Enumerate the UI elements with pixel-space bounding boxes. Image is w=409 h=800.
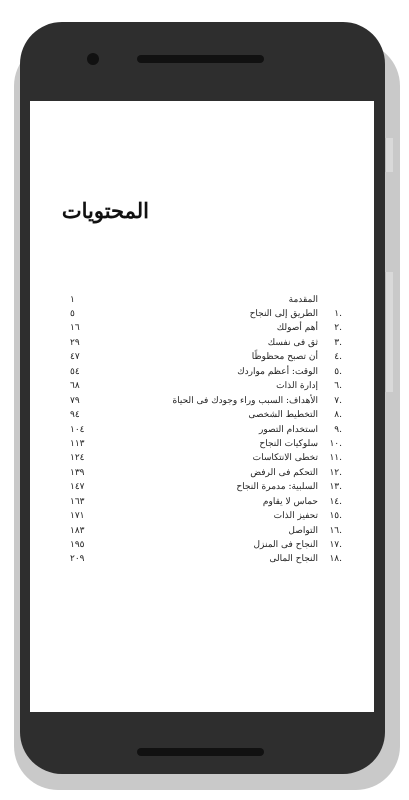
toc-entry-number: .٨ (334, 410, 342, 421)
toc-entry-label: سلوكيات النجاح (259, 438, 318, 449)
toc-entry[interactable] (30, 480, 374, 494)
toc-entry-number: .١٧ (329, 540, 342, 550)
toc-entry[interactable] (30, 538, 374, 552)
toc-entry-label: التحكم فى الرفض (250, 467, 318, 478)
toc-entry-label: إدارة الذات (276, 381, 318, 392)
toc-entry-page: ١١٣ (70, 438, 85, 449)
toc-entry-page: ١٦ (70, 323, 80, 334)
toc-entry-page: ١٩٥ (70, 540, 85, 550)
toc-entry-page: ١٢٤ (70, 453, 85, 464)
page-title: المحتويات (61, 198, 149, 223)
toc-entry-number: .٥ (334, 366, 342, 377)
toc-entry-page: ٩٤ (70, 410, 80, 421)
toc-entry-label: تخطى الانتكاسات (252, 453, 318, 464)
front-camera (87, 53, 99, 65)
toc-entry-number: .١١ (329, 453, 342, 464)
toc-entry-page: ٥ (70, 309, 75, 319)
toc-entry-number: .٧ (334, 395, 342, 406)
toc-entry-page: ٧٩ (70, 395, 80, 406)
toc-entry-label: الوقت: أعظم مواردك (237, 366, 318, 377)
toc-entry[interactable] (30, 509, 374, 523)
toc-entry[interactable] (30, 423, 374, 437)
toc-entry-number: .١٠ (329, 438, 342, 449)
toc-entry[interactable] (30, 466, 374, 480)
toc-entry[interactable] (30, 350, 374, 364)
toc-entry-label: أن تصبح محظوظًا (251, 352, 318, 363)
toc-entry-page: ٦٨ (70, 381, 80, 392)
toc-entry-number: .٩ (334, 424, 342, 435)
toc-entry-page: ١٠٤ (70, 424, 85, 435)
toc-entry-number: .١٨ (329, 554, 342, 565)
toc-entry-number: .٣ (334, 337, 342, 348)
toc-entry-page: ٤٧ (70, 352, 80, 363)
toc-entry-label: النجاح فى المنزل (253, 540, 318, 550)
earpiece-speaker (137, 55, 264, 63)
toc-entry[interactable] (30, 451, 374, 465)
toc-entry[interactable] (30, 495, 374, 509)
bottom-speaker-bar (137, 748, 264, 756)
toc-entry[interactable] (30, 394, 374, 408)
toc-entry-label: تحفيز الذات (273, 511, 318, 522)
toc-entry-label: التواصل (288, 525, 318, 536)
toc-entry-number: .١٣ (329, 482, 342, 493)
toc-entry-label: حماس لا يقاوم (262, 496, 318, 507)
toc-entry-label: السلبية: مدمرة النجاح (236, 482, 318, 493)
toc-entry-page: ١٦٣ (70, 496, 85, 507)
toc-entry-number: .١٦ (329, 525, 342, 536)
toc-entry-number: .٢ (334, 323, 342, 334)
toc-entry-label: التخطيط الشخصى (248, 410, 318, 421)
toc-entry-page: ١٨٣ (70, 525, 85, 536)
toc-entry[interactable] (30, 437, 374, 451)
table-of-contents (30, 307, 374, 567)
reader-screen[interactable] (30, 101, 374, 712)
toc-entry-label: الطريق إلى النجاح (249, 309, 318, 319)
toc-entry[interactable] (30, 336, 374, 350)
toc-entry-label: استخدام التصور (259, 424, 318, 435)
toc-entry[interactable] (30, 379, 374, 393)
toc-entry-number: .١٤ (329, 496, 342, 507)
toc-entry-label: ثق فى نفسك (267, 337, 318, 348)
toc-entry[interactable] (30, 408, 374, 422)
toc-intro-row[interactable] (30, 293, 374, 307)
toc-entry-label: الأهداف: السبب وراء وجودك فى الحياة (172, 395, 318, 406)
toc-entry-label: أهم أصولك (276, 323, 318, 334)
toc-entry-number: .٤ (334, 352, 342, 363)
toc-entry-page: ٢٩ (70, 337, 80, 348)
toc-entry[interactable] (30, 524, 374, 538)
toc-entry[interactable] (30, 321, 374, 335)
toc-entry-page: ١٤٧ (70, 482, 85, 493)
toc-entry-page: ٥٤ (70, 366, 80, 377)
toc-intro-label: المقدمة (288, 295, 318, 305)
toc-intro-page: ١ (70, 295, 75, 305)
toc-entry-number: .١٢ (329, 467, 342, 478)
toc-entry-number: .١٥ (329, 511, 342, 522)
toc-entry[interactable] (30, 307, 374, 321)
power-button[interactable] (385, 138, 393, 172)
volume-button[interactable] (385, 272, 393, 392)
toc-entry[interactable] (30, 365, 374, 379)
toc-entry-label: النجاح المالى (269, 554, 318, 565)
toc-entry-number: .١ (334, 309, 342, 319)
toc-entry[interactable] (30, 552, 374, 566)
toc-entry-page: ١٧١ (70, 511, 85, 522)
toc-entry-page: ٢٠٩ (70, 554, 85, 565)
toc-entry-number: .٦ (334, 381, 342, 392)
toc-entry-page: ١٣٩ (70, 467, 85, 478)
